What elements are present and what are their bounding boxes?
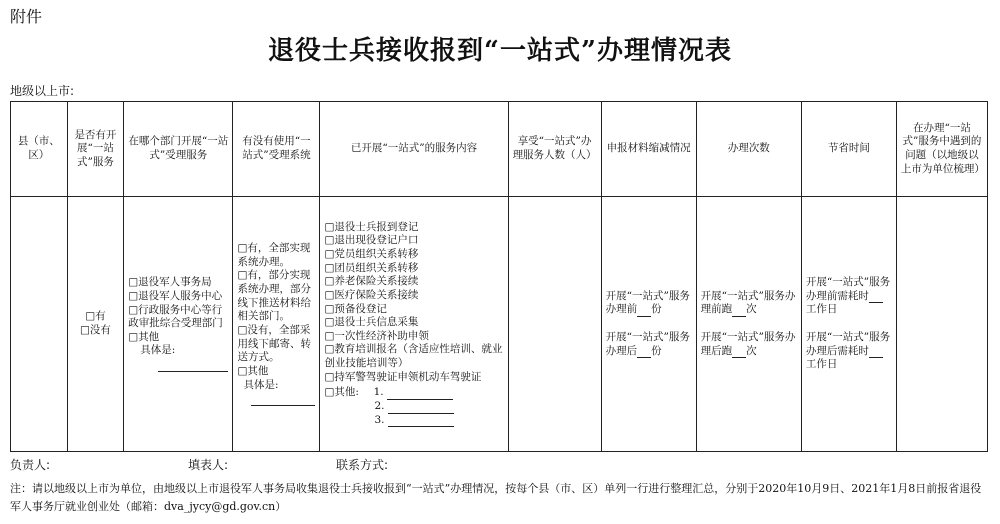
trips-after (701, 331, 797, 358)
header-issues: 在办理“一站式”服务中遇到的问题（以地级以上市为单位梳理） (896, 102, 987, 197)
one-stop-form-table (10, 101, 988, 452)
option-has-not[interactable]: □没有 (79, 324, 111, 336)
time-before-blank[interactable] (869, 292, 883, 303)
header-department: 在哪个部门开展“一站式”受理服务 (124, 102, 233, 197)
option-department-other[interactable]: □其他 (128, 330, 160, 343)
time-saved-cell (801, 197, 896, 452)
service-pension-transfer[interactable]: □养老保险关系接续 (324, 275, 419, 288)
service-other-line-3 (324, 414, 503, 428)
service-medical-transfer[interactable]: □医疗保险关系接续 (324, 288, 419, 301)
services-cell (320, 197, 508, 452)
service-other-blank-3[interactable] (388, 414, 454, 427)
count-cell[interactable] (508, 197, 601, 452)
service-other-line-1 (324, 386, 503, 400)
service-lump-sum-subsidy[interactable]: □一次性经济补助申领 (324, 329, 429, 342)
trips-after-text: 开展“一站式”服务办理后跑 (700, 331, 796, 357)
materials-before-blank[interactable] (637, 306, 651, 317)
trips-before-unit: 次 (746, 303, 757, 316)
service-party-transfer[interactable]: □党员组织关系转移 (324, 247, 419, 260)
system-other-detail (237, 379, 315, 406)
materials-cell (601, 197, 696, 452)
service-other-label: □其他: (324, 386, 359, 399)
time-before (806, 276, 892, 317)
service-reserve-registration[interactable]: □预备役登记 (324, 302, 387, 315)
option-system-other[interactable]: □其他 (237, 364, 269, 377)
materials-before-unit: 份 (651, 303, 662, 316)
option-veterans-bureau[interactable]: □退役军人事务局 (128, 276, 212, 289)
trips-cell (696, 197, 801, 452)
service-other-number-3: 3. (374, 413, 385, 426)
header-services: 已开展“一站式”的服务内容 (320, 102, 508, 197)
time-after-text: 开展“一站式”服务办理后需耗时 (805, 331, 891, 357)
city-field-label: 地级以上市: (10, 84, 75, 98)
materials-after (606, 331, 692, 358)
service-training-enrollment[interactable]: □教育培训报名（含适应性培训、就业创业技能培训等） (324, 343, 503, 370)
time-before-unit: 工作日 (805, 303, 838, 316)
system-other-blank[interactable] (251, 393, 315, 406)
page-title: 退役士兵接收报到“一站式”办理情况表 (268, 36, 732, 66)
header-count: 享受“一站式”办理服务人数（人） (508, 102, 601, 197)
attachment-label: 附件 (10, 7, 43, 26)
service-other-number-2: 2. (374, 400, 385, 413)
time-after-blank[interactable] (869, 347, 883, 358)
filler-label: 填表人: (188, 458, 229, 472)
service-other-number-1: 1. (373, 386, 384, 399)
trips-after-blank[interactable] (732, 347, 746, 358)
contact-label: 联系方式: (336, 458, 389, 472)
system-use-cell (233, 197, 320, 452)
time-before-text: 开展“一站式”服务办理前需耗时 (805, 276, 891, 302)
header-row (11, 102, 988, 197)
materials-after-text: 开展“一站式”服务办理后 (605, 331, 690, 357)
service-info-collection[interactable]: □退役士兵信息采集 (324, 316, 419, 329)
service-other-blank-1[interactable] (387, 387, 453, 400)
trips-before (701, 290, 797, 317)
system-other-label: 具体是: (243, 378, 279, 391)
option-admin-service-center[interactable]: □行政服务中心等行政审批综合受理部门 (128, 303, 223, 330)
header-system-use: 有没有使用“一站式”受理系统 (233, 102, 320, 197)
responsible-label: 负责人: (10, 458, 51, 472)
time-after-unit: 工作日 (805, 358, 838, 371)
header-trips: 办理次数 (696, 102, 801, 197)
has-one-stop-cell (67, 197, 124, 452)
footnote: 注：请以地级以上市为单位，由地级以上市退役军人事务局收集退役士兵接收报到“一站式”办理情况，按每个县（市、区）单列一行进行整理汇总，分别于2020年10月9日、2021年1月8日前报省退役军人事务厅就业创业处（邮箱：dva_jycy@gd.gov.cn） (10, 482, 982, 513)
materials-before (606, 290, 692, 317)
trips-before-blank[interactable] (732, 306, 746, 317)
materials-after-unit: 份 (651, 344, 662, 357)
service-other-line-2 (324, 400, 503, 414)
header-time-saved: 节省时间 (801, 102, 896, 197)
header-has-one-stop: 是否有开展“一站式”服务 (67, 102, 124, 197)
department-other-label: 具体是: (140, 344, 176, 357)
data-row (11, 197, 988, 452)
service-other-blank-2[interactable] (388, 401, 454, 414)
time-after (806, 331, 892, 372)
service-league-transfer[interactable]: □团员组织关系转移 (324, 261, 419, 274)
option-veterans-service-center[interactable]: □退役军人服务中心 (128, 289, 223, 302)
service-discharge-registration[interactable]: □退役士兵报到登记 (324, 220, 419, 233)
department-other-detail (128, 344, 228, 371)
department-other-blank[interactable] (158, 359, 228, 372)
materials-after-blank[interactable] (637, 347, 651, 358)
materials-before-text: 开展“一站式”服务办理前 (605, 289, 690, 316)
header-materials: 申报材料缩减情况 (601, 102, 696, 197)
option-has[interactable]: □有 (85, 310, 106, 323)
issues-cell[interactable] (896, 197, 987, 452)
trips-after-unit: 次 (746, 344, 757, 357)
department-cell (124, 197, 233, 452)
county-cell[interactable] (11, 197, 68, 452)
option-system-full[interactable]: □有，全部实现系统办理。 (237, 242, 311, 268)
service-driving-license[interactable]: □持军警驾驶证申领机动车驾驶证 (324, 370, 482, 383)
header-county: 县（市、区） (11, 102, 68, 197)
service-household-registration[interactable]: □退出现役登记户口 (324, 234, 419, 247)
trips-before-text: 开展“一站式”服务办理前跑 (700, 289, 796, 316)
option-system-partial[interactable]: □有，部分实现系统办理，部分线下推送材料给相关部门。 (237, 269, 311, 323)
option-system-none[interactable]: □没有，全部采用线下邮寄、转送方式。 (237, 324, 311, 364)
